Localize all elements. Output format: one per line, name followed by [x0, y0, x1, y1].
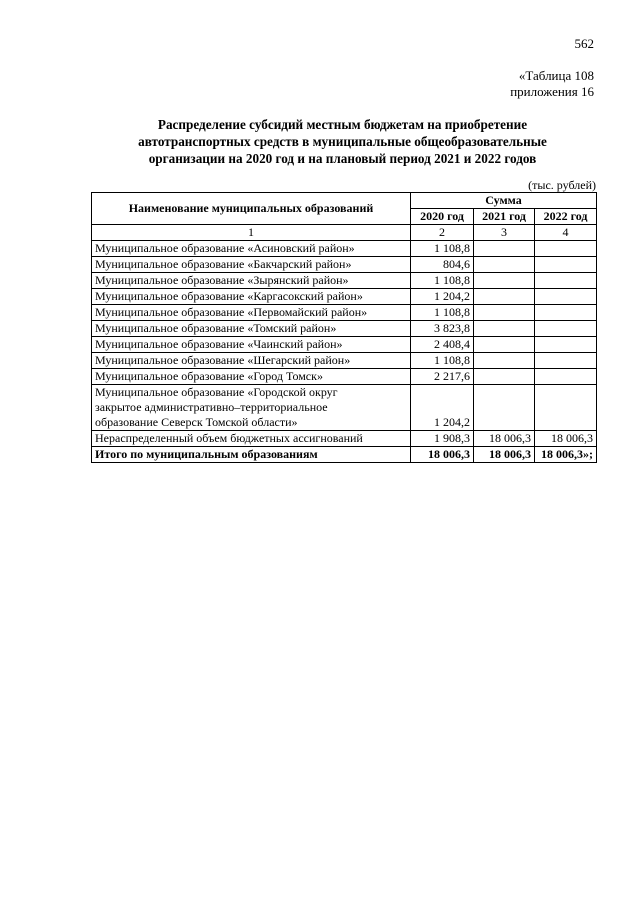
header-sum: Сумма — [411, 193, 597, 209]
row-name: Муниципальное образование «Бакчарский район» — [92, 257, 411, 273]
value-2021 — [474, 321, 535, 337]
table-row — [92, 305, 597, 321]
value-2021 — [474, 385, 535, 431]
table-reference-line1: «Таблица 108 — [518, 68, 594, 83]
value-2020: 2 217,6 — [411, 369, 474, 385]
row-name-line: закрытое административно–территориальное — [95, 400, 328, 414]
total-2021: 18 006,3 — [474, 447, 535, 463]
total-2020: 18 006,3 — [411, 447, 474, 463]
value-2021 — [474, 241, 535, 257]
row-name: Муниципальное образование «Город Томск» — [92, 369, 411, 385]
column-number: 4 — [535, 225, 597, 241]
value-2020: 2 408,4 — [411, 337, 474, 353]
column-number: 2 — [411, 225, 474, 241]
title-line2: автотранспортных средств в муниципальные общеобразовательные — [138, 134, 547, 149]
value-2022 — [535, 273, 597, 289]
document-title — [90, 116, 595, 167]
table-row — [92, 353, 597, 369]
header-year-2022: 2022 год — [535, 209, 597, 225]
row-name: Муниципальное образование «Томский район» — [92, 321, 411, 337]
value-2021 — [474, 337, 535, 353]
value-2020: 804,6 — [411, 257, 474, 273]
header-year-2020: 2020 год — [411, 209, 474, 225]
value-2022 — [535, 385, 597, 431]
budget-table — [91, 192, 597, 463]
table-row — [92, 289, 597, 305]
value-2022 — [535, 321, 597, 337]
row-name: Нераспределенный объем бюджетных ассигнований — [92, 431, 411, 447]
value-2021 — [474, 305, 535, 321]
table-header-row — [92, 193, 597, 209]
value-2022 — [535, 289, 597, 305]
header-name: Наименование муниципальных образований — [92, 193, 411, 225]
row-name: Муниципальное образование «Шегарский район» — [92, 353, 411, 369]
row-name: Муниципальное образование «Первомайский район» — [92, 305, 411, 321]
total-row — [92, 447, 597, 463]
table-row — [92, 321, 597, 337]
value-2020: 3 823,8 — [411, 321, 474, 337]
table-row — [92, 257, 597, 273]
row-name-line: образование Северск Томской области» — [95, 415, 298, 429]
title-line1: Распределение субсидий местным бюджетам на приобретение — [157, 117, 528, 132]
value-2021 — [474, 369, 535, 385]
header-year-2021: 2021 год — [474, 209, 535, 225]
value-2020: 1 204,2 — [411, 385, 474, 431]
title-line3: организации на 2020 год и на плановый период 2021 и 2022 годов — [148, 151, 537, 166]
value-2022 — [535, 257, 597, 273]
column-number: 3 — [474, 225, 535, 241]
row-name: Муниципальное образование «Чаинский район» — [92, 337, 411, 353]
value-2020: 1 108,8 — [411, 353, 474, 369]
table-row — [92, 369, 597, 385]
value-2020: 1 108,8 — [411, 241, 474, 257]
table-row — [92, 241, 597, 257]
value-2020: 1 204,2 — [411, 289, 474, 305]
row-name — [92, 385, 411, 431]
value-2021 — [474, 273, 535, 289]
units-label: (тыс. рублей) — [528, 178, 596, 192]
row-name: Муниципальное образование «Асиновский район» — [92, 241, 411, 257]
table-reference-line2: приложения 16 — [510, 84, 594, 99]
value-2020: 1 108,8 — [411, 273, 474, 289]
value-2020: 1 908,3 — [411, 431, 474, 447]
page-number: 562 — [574, 36, 594, 51]
total-name: Итого по муниципальным образованиям — [92, 447, 411, 463]
row-name-line: Муниципальное образование «Городской округ — [95, 385, 338, 399]
value-2022 — [535, 369, 597, 385]
row-name: Муниципальное образование «Каргасокский район» — [92, 289, 411, 305]
column-number-row — [92, 225, 597, 241]
table-row — [92, 431, 597, 447]
column-number: 1 — [92, 225, 411, 241]
row-name: Муниципальное образование «Зырянский район» — [92, 273, 411, 289]
table-row — [92, 337, 597, 353]
value-2021 — [474, 353, 535, 369]
table-reference — [510, 68, 594, 100]
table-row — [92, 385, 597, 431]
value-2022 — [535, 305, 597, 321]
value-2021 — [474, 289, 535, 305]
value-2020: 1 108,8 — [411, 305, 474, 321]
value-2022 — [535, 337, 597, 353]
value-2022 — [535, 241, 597, 257]
value-2021 — [474, 257, 535, 273]
value-2022 — [535, 353, 597, 369]
total-2022: 18 006,3»; — [535, 447, 597, 463]
table-row — [92, 273, 597, 289]
value-2022: 18 006,3 — [535, 431, 597, 447]
value-2021: 18 006,3 — [474, 431, 535, 447]
